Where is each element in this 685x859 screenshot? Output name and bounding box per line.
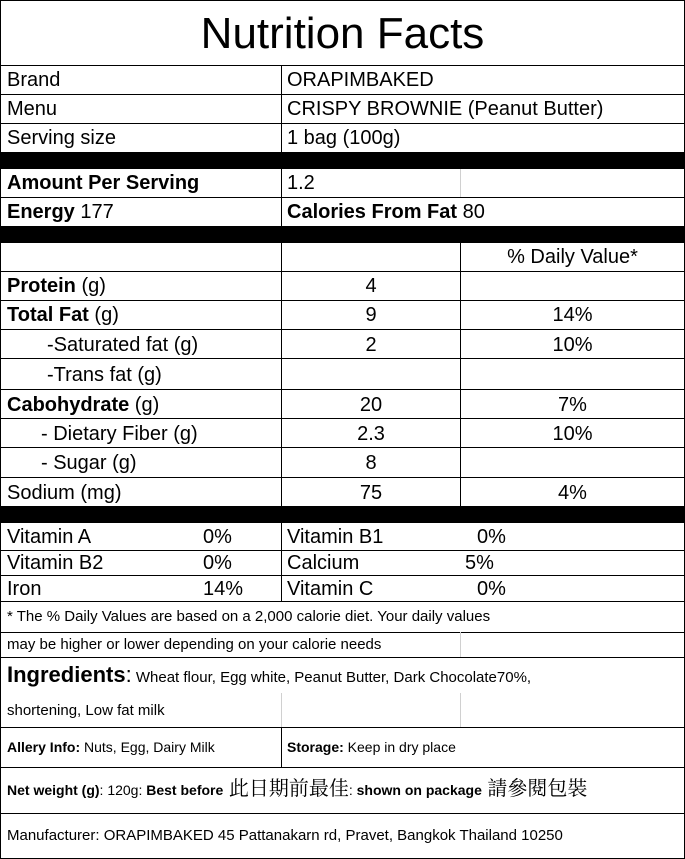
sugar-name: - Sugar (g) <box>41 452 137 474</box>
sodium-amount: 75 <box>359 482 383 504</box>
net-weight-value: : 120g: <box>99 782 147 798</box>
energy-value: 177 <box>80 201 114 223</box>
vitamin-a-name: Vitamin A <box>7 526 92 548</box>
ingredients-text-1: Wheat flour, Egg white, Peanut Butter, Dark Chocolate70%, <box>131 669 532 686</box>
saturated-fat-name: -Saturated fat (g) <box>47 334 199 356</box>
carbohydrate-amount: 20 <box>359 394 383 416</box>
ingredients-text-2: shortening, Low fat milk <box>7 702 165 719</box>
ingredients-line-1 <box>7 661 531 690</box>
vitamin-b1-name: Vitamin B1 <box>287 526 384 548</box>
dietary-fiber-amount: 2.3 <box>357 423 385 445</box>
footnote-line-1: * The % Daily Values are based on a 2,000 calorie diet. Your daily values <box>7 608 491 625</box>
storage-label: Storage: <box>287 739 344 755</box>
sugar-amount: 8 <box>365 452 377 474</box>
allergy-value: Nuts, Egg, Dairy Milk <box>80 739 215 755</box>
total-fat-dv: 14% <box>552 304 593 326</box>
manufacturer: Manufacturer: ORAPIMBAKED 45 Pattanakarn rd, Pravet, Bangkok Thailand 10250 <box>7 827 563 844</box>
shown-on-package-cjk: 請參閱包裝 <box>481 778 588 800</box>
menu-value: CRISPY BROWNIE (Peanut Butter) <box>287 98 604 120</box>
shown-sep: : <box>348 782 357 798</box>
storage-value: Keep in dry place <box>343 739 456 755</box>
calcium-name: Calcium <box>287 552 360 574</box>
allergy-info <box>7 738 215 756</box>
net-weight-label: Net weight (g) <box>7 782 100 798</box>
shown-on-package-label: shown on package <box>356 782 482 798</box>
nutrient-name <box>7 274 106 298</box>
saturated-fat-amount: 2 <box>365 334 377 356</box>
carbohydrate-name: Cabohydrate <box>7 394 130 416</box>
amount-per-serving-value: 1.2 <box>287 172 315 194</box>
total-fat-name: Total Fat <box>7 304 89 326</box>
iron-value: 14% <box>203 578 244 600</box>
dietary-fiber-name: - Dietary Fiber (g) <box>41 423 198 445</box>
vitamin-c-name: Vitamin C <box>287 578 374 600</box>
best-before-cjk: 此日期前最佳 <box>223 778 349 800</box>
carbohydrate-unit: (g) <box>129 394 160 416</box>
nutrient-name <box>7 303 119 327</box>
protein-unit: (g) <box>75 275 106 297</box>
protein-name: Protein <box>7 275 76 297</box>
vitamin-a-value: 0% <box>203 526 232 548</box>
calories-from-fat-value: 80 <box>462 201 485 223</box>
allergy-label: Allery Info: <box>7 739 81 755</box>
ingredients-label: Ingredients <box>7 662 126 687</box>
footnote-line-2: may be higher or lower depending on your calorie needs <box>7 636 382 653</box>
label-title: Nutrition Facts <box>200 9 485 58</box>
protein-amount: 4 <box>365 275 377 297</box>
net-weight-row <box>7 776 587 803</box>
calories-from-fat-label: Calories From Fat <box>287 201 458 223</box>
storage-info <box>287 738 456 756</box>
vitamin-b2-value: 0% <box>203 552 232 574</box>
iron-name: Iron <box>7 578 42 600</box>
menu-label: Menu <box>7 98 58 120</box>
total-fat-amount: 9 <box>365 304 377 326</box>
total-fat-unit: (g) <box>88 304 119 326</box>
daily-value-header: % Daily Value* <box>507 246 638 268</box>
energy-row <box>7 200 114 224</box>
ingredients-sep: : <box>125 662 132 687</box>
calories-from-fat-row <box>287 200 485 224</box>
dietary-fiber-dv: 10% <box>552 423 593 445</box>
serving-size-label: Serving size <box>7 127 116 149</box>
brand-value: ORAPIMBAKED <box>287 69 434 91</box>
vitamin-b2-name: Vitamin B2 <box>7 552 104 574</box>
brand-label: Brand <box>7 69 61 91</box>
best-before-label: Best before <box>146 782 224 798</box>
serving-size-value: 1 bag (100g) <box>287 127 401 149</box>
energy-label: Energy <box>7 201 75 223</box>
sodium-dv: 4% <box>558 482 587 504</box>
carbohydrate-dv: 7% <box>558 394 587 416</box>
calcium-value: 5% <box>465 552 494 574</box>
nutrient-name <box>7 393 159 417</box>
trans-fat-name: -Trans fat (g) <box>47 364 162 386</box>
vitamin-c-value: 0% <box>477 578 506 600</box>
amount-per-serving-label: Amount Per Serving <box>7 172 200 194</box>
saturated-fat-dv: 10% <box>552 334 593 356</box>
sodium-name: Sodium (mg) <box>7 482 122 504</box>
vitamin-b1-value: 0% <box>477 526 506 548</box>
